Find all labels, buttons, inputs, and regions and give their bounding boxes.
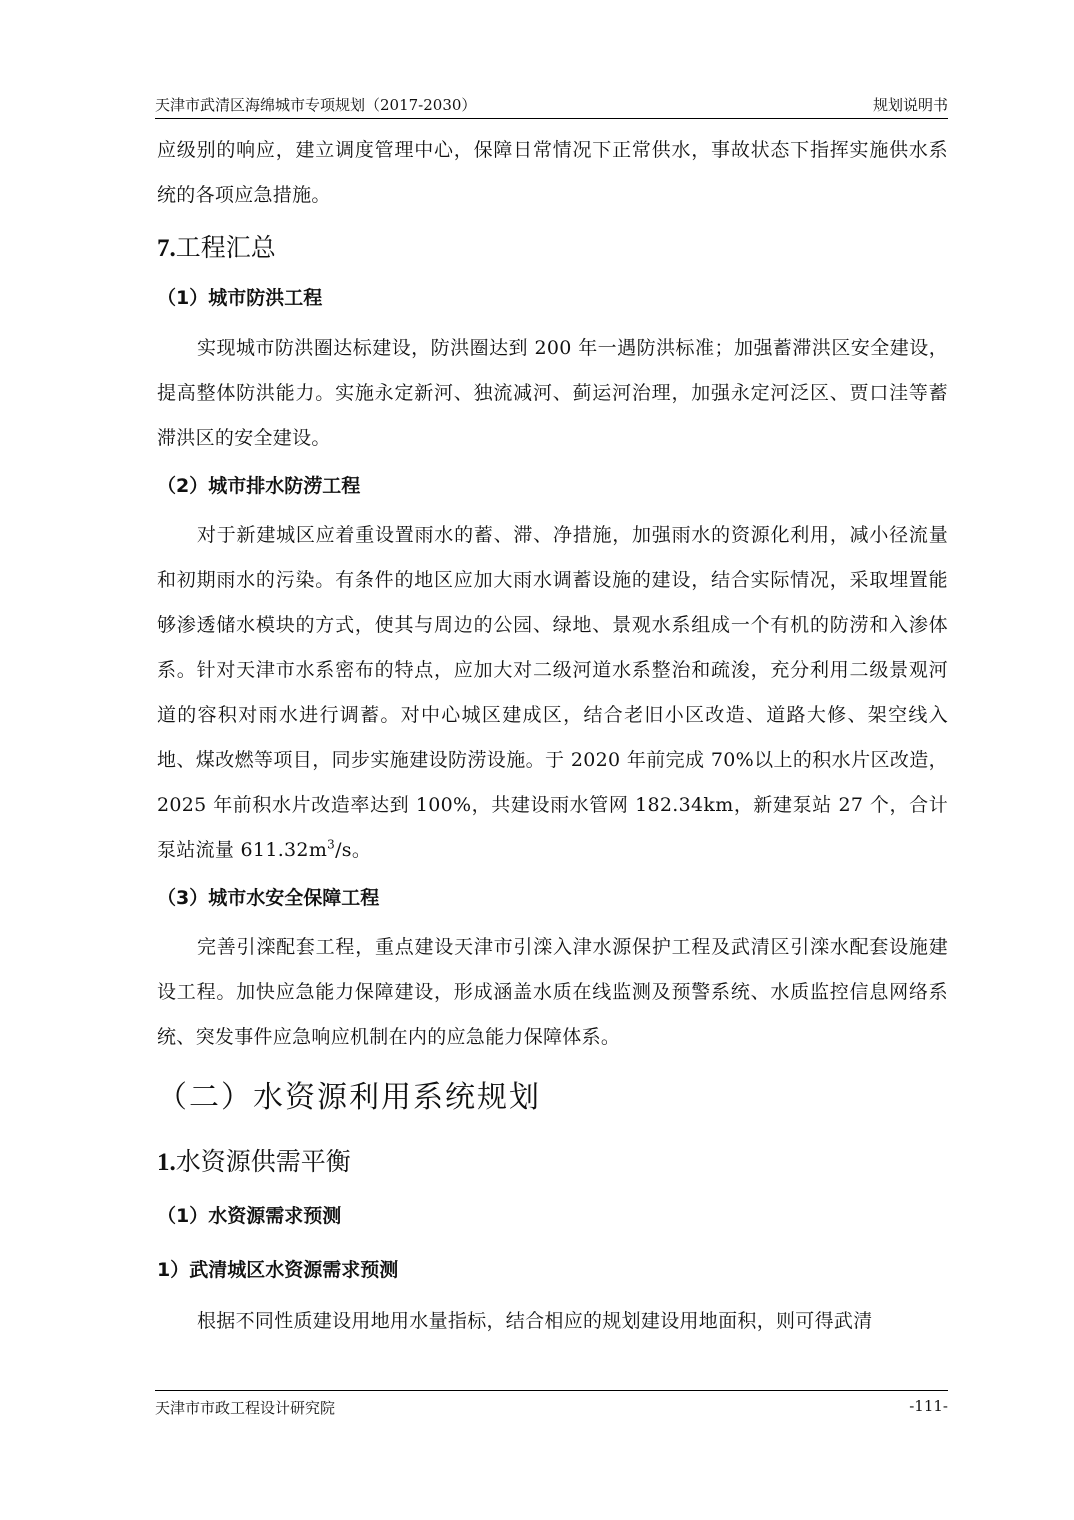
section-7-title: 工程汇总 [175,233,276,262]
section-7-number: 7. [157,235,176,262]
demand-heading: （1）水资源需求预测 [157,1205,342,1227]
sub3-heading: （3）城市水安全保障工程 [157,887,380,909]
sub1-heading: （1）城市防洪工程 [157,287,323,309]
header-doc-type: 规划说明书 [872,96,948,114]
sub2-paragraph [157,513,948,873]
last-paragraph: 根据不同性质建设用地用水量指标，结合相应的规划建设用地面积，则可得武清 [197,1310,873,1332]
page-number: -111- [909,1397,948,1415]
sub2-heading: （2）城市排水防涝工程 [157,475,361,497]
intro-paragraph: 应级别的响应，建立调度管理中心，保障日常情况下正常供水，事故状态下指挥实施供水系统的各项应急措施。 [157,139,948,206]
sub1-paragraph: 实现城市防洪圈达标建设，防洪圈达到 200 年一遇防洪标准；加强蓄滞洪区安全建设，提高整体防洪能力。实施永定新河、独流减河、蓟运河治理，加强永定河泛区、贾口洼等蓄滞洪区的安全建设。 [157,337,948,449]
sub2-paragraph-tail: /s。 [335,839,372,861]
header-title: 天津市武清区海绵城市专项规划（2017-2030） [155,96,477,114]
section-1-heading [157,1142,948,1183]
footer-org: 天津市市政工程设计研究院 [155,1399,336,1417]
sub3-paragraph: 完善引滦配套工程，重点建设天津市引滦入津水源保护工程及武清区引滦水配套设施建设工程。加快应急能力保障建设，形成涵盖水质在线监测及预警系统、水质监控信息网络系统、突发事件应急响应机制在内的应急能力保障体系。 [157,936,948,1048]
section-1-title: 水资源供需平衡 [175,1147,351,1176]
section-1-number: 1. [157,1149,176,1176]
sub2-superscript: 3 [327,837,336,852]
section-7-heading [157,228,948,269]
wuqing-demand-heading: 1）武清城区水资源需求预测 [157,1259,399,1281]
chapter-2-heading: （二）水资源利用系统规划 [157,1080,541,1115]
page-body [157,128,948,1344]
sub2-paragraph-text: 对于新建城区应着重设置雨水的蓄、滞、净措施，加强雨水的资源化利用，减小径流量和初期雨水的污染。有条件的地区应加大雨水调蓄设施的建设，结合实际情况，采取埋置能够渗透储水模块的方式，使其与周边的公园、绿地、景观水系组成一个有机的防涝和入渗体系。针对天津市水系密布的特点，应加大对二级河道水系整治和疏浚，充分利用二级景观河道的容积对雨水进行调蓄。对中心城区建成区，结合老旧小区改造、道路大修、架空线入地、煤改燃等项目，同步实施建设防涝设施。于 2020 年前完成 70%以上的积水片区改造，2025 年前积水片改造率达到 100%，共建设雨水管网 182.34km，新建泵站 27 个，合计泵站流量 611.32m [157,524,948,861]
page-footer [155,1390,948,1417]
page-header [155,92,948,119]
